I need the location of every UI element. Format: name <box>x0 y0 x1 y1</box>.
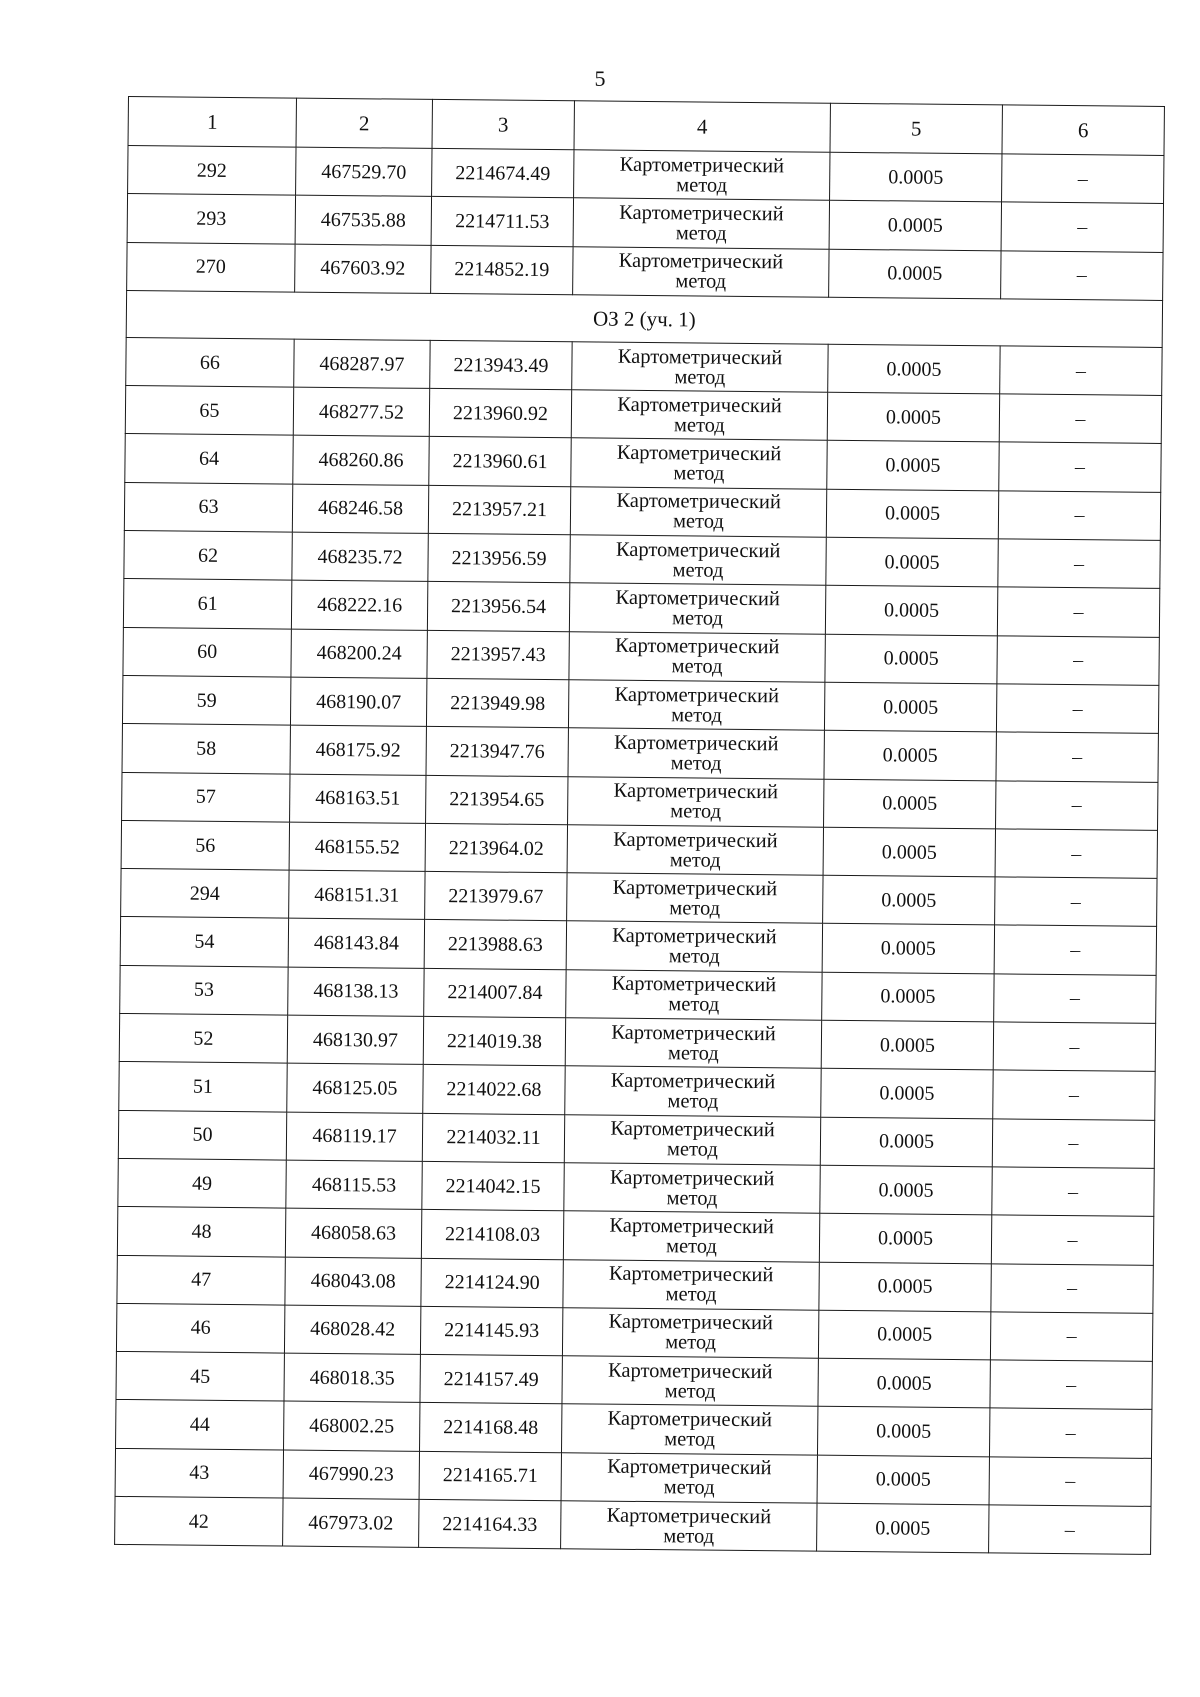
method-line-2: метод <box>675 222 727 245</box>
method-line-1: Картометрический <box>615 586 781 611</box>
method-line-2: метод <box>670 800 722 823</box>
method-line-2: метод <box>671 655 723 679</box>
precision-cell: 0.0005 <box>817 1455 989 1505</box>
description-cell: – <box>996 732 1158 782</box>
header-cell: 5 <box>830 103 1002 154</box>
method-cell <box>562 1308 818 1359</box>
y-coordinate-cell: 2214108.03 <box>421 1210 563 1260</box>
method-line-2: метод <box>671 607 724 630</box>
table-body <box>115 97 1165 1555</box>
method-line-1: Картометрический <box>607 1456 772 1480</box>
y-coordinate-cell: 2214145.93 <box>420 1306 562 1356</box>
method-line-1: Картометрический <box>616 490 781 514</box>
point-number-cell: 270 <box>127 242 295 292</box>
description-cell: – <box>999 442 1161 492</box>
method-line-1: Картометрический <box>609 1166 775 1190</box>
y-coordinate-cell: 2213960.92 <box>429 389 571 439</box>
precision-cell: 0.0005 <box>825 586 997 636</box>
method-line-2: метод <box>665 1331 717 1355</box>
y-coordinate-cell: 2214711.53 <box>431 197 573 247</box>
method-cell <box>571 438 827 489</box>
method-cell <box>567 825 823 876</box>
method-line-1: Картометрический <box>616 441 782 466</box>
point-number-cell: 48 <box>117 1207 285 1257</box>
method-line-1: Картометрический <box>609 1214 774 1239</box>
y-coordinate-cell: 2214165.71 <box>419 1451 561 1501</box>
point-number-cell: 63 <box>124 482 292 532</box>
x-coordinate-cell: 468130.97 <box>287 1015 423 1065</box>
method-cell <box>574 150 830 201</box>
y-coordinate-cell: 2214019.38 <box>423 1016 565 1066</box>
point-number-cell: 47 <box>117 1255 285 1305</box>
section-title: ОЗ 2 (уч. 1) <box>126 290 1162 347</box>
description-cell: – <box>997 587 1159 637</box>
point-number-cell: 292 <box>128 146 296 196</box>
x-coordinate-cell: 467535.88 <box>295 195 431 245</box>
x-coordinate-cell: 468260.86 <box>293 436 429 486</box>
description-cell: – <box>990 1312 1152 1362</box>
y-coordinate-cell: 2214157.49 <box>420 1354 562 1404</box>
page-number: 5 <box>594 66 606 91</box>
point-number-cell: 54 <box>120 917 288 967</box>
point-number-cell: 57 <box>122 772 290 822</box>
x-coordinate-cell: 468018.35 <box>284 1353 420 1403</box>
x-coordinate-cell: 468125.05 <box>287 1063 423 1113</box>
method-line-2: метод <box>669 897 721 920</box>
point-number-cell: 42 <box>115 1496 283 1546</box>
y-coordinate-cell: 2213979.67 <box>425 872 567 922</box>
method-line-2: метод <box>670 752 722 775</box>
x-coordinate-cell: 468287.97 <box>294 339 430 389</box>
description-cell: – <box>992 1167 1154 1217</box>
point-number-cell: 60 <box>123 627 291 677</box>
method-cell <box>570 535 826 586</box>
method-line-1: Картометрический <box>608 1311 774 1335</box>
point-number-cell: 58 <box>122 724 290 774</box>
description-cell: – <box>1000 346 1162 396</box>
method-line-1: Картометрический <box>614 635 780 659</box>
y-coordinate-cell: 2214124.90 <box>421 1258 563 1308</box>
precision-cell: 0.0005 <box>828 344 1000 394</box>
method-cell <box>572 342 828 393</box>
precision-cell: 0.0005 <box>821 1069 993 1119</box>
point-number-cell: 59 <box>122 675 290 725</box>
method-line-2: метод <box>668 945 720 968</box>
method-line-2: метод <box>666 1186 718 1210</box>
y-coordinate-cell: 2214042.15 <box>422 1161 564 1211</box>
point-number-cell: 43 <box>115 1448 283 1498</box>
method-line-2: метод <box>667 1090 719 1113</box>
description-cell: – <box>1001 250 1163 300</box>
point-number-cell: 62 <box>124 531 292 581</box>
method-line-2: метод <box>664 1428 716 1451</box>
description-cell: – <box>991 1263 1153 1313</box>
y-coordinate-cell: 2213960.61 <box>429 437 571 487</box>
method-line-1: Картометрический <box>612 924 777 949</box>
point-number-cell: 51 <box>119 1062 287 1112</box>
method-line-1: Картометрический <box>619 153 785 177</box>
method-line-2: метод <box>667 1041 719 1065</box>
method-line-1: Картометрический <box>610 1069 776 1094</box>
method-line-1: Картометрический <box>618 249 784 274</box>
y-coordinate-cell: 2214022.68 <box>423 1065 565 1115</box>
point-number-cell: 52 <box>119 1014 287 1064</box>
method-line-2: метод <box>674 365 726 389</box>
x-coordinate-cell: 468002.25 <box>284 1401 420 1451</box>
header-cell: 1 <box>128 97 296 148</box>
x-coordinate-cell: 468058.63 <box>285 1208 421 1258</box>
precision-cell: 0.0005 <box>824 730 996 780</box>
y-coordinate-cell: 2214007.84 <box>424 968 566 1018</box>
description-cell: – <box>993 1022 1155 1072</box>
precision-cell: 0.0005 <box>822 972 994 1022</box>
method-cell <box>563 1211 819 1262</box>
description-cell: – <box>992 1118 1154 1168</box>
x-coordinate-cell: 468246.58 <box>292 484 428 534</box>
x-coordinate-cell: 468151.31 <box>289 870 425 920</box>
method-cell <box>565 1066 821 1117</box>
method-cell <box>563 1259 819 1310</box>
description-cell: – <box>998 539 1160 589</box>
method-line-2: метод <box>665 1235 718 1258</box>
x-coordinate-cell: 468175.92 <box>290 725 426 775</box>
precision-cell: 0.0005 <box>822 924 994 974</box>
y-coordinate-cell: 2213957.43 <box>427 630 569 680</box>
precision-cell: 0.0005 <box>823 875 995 925</box>
header-cell: 3 <box>432 99 574 149</box>
method-cell <box>567 873 823 924</box>
y-coordinate-cell: 2214674.49 <box>432 148 574 198</box>
point-number-cell: 64 <box>125 434 293 484</box>
x-coordinate-cell: 468222.16 <box>291 580 427 630</box>
precision-cell: 0.0005 <box>826 489 998 539</box>
method-line-1: Картометрический <box>613 779 779 804</box>
point-number-cell: 66 <box>126 337 294 387</box>
precision-cell: 0.0005 <box>829 249 1001 299</box>
precision-cell: 0.0005 <box>821 1020 993 1070</box>
method-cell <box>571 390 827 441</box>
description-cell: – <box>994 974 1156 1024</box>
method-line-1: Картометрический <box>611 1021 776 1045</box>
x-coordinate-cell: 468155.52 <box>289 822 425 872</box>
description-cell: – <box>1002 154 1164 204</box>
method-line-1: Картометрический <box>613 828 778 852</box>
y-coordinate-cell: 2213949.98 <box>426 678 568 728</box>
y-coordinate-cell: 2214164.33 <box>419 1499 561 1549</box>
method-line-1: Картометрический <box>614 683 780 707</box>
method-line-1: Картометрический <box>617 393 782 418</box>
method-line-2: метод <box>666 1138 718 1161</box>
method-line-2: метод <box>665 1283 717 1306</box>
method-line-2: метод <box>676 173 728 197</box>
coordinates-table <box>114 96 1165 1555</box>
x-coordinate-cell: 468119.17 <box>286 1112 422 1162</box>
description-cell: – <box>999 394 1161 444</box>
x-coordinate-cell: 468043.08 <box>285 1257 421 1307</box>
x-coordinate-cell: 468115.53 <box>286 1160 422 1210</box>
x-coordinate-cell: 468028.42 <box>284 1305 420 1355</box>
method-cell <box>569 583 825 634</box>
precision-cell: 0.0005 <box>820 1165 992 1215</box>
point-number-cell: 56 <box>121 820 289 870</box>
precision-cell: 0.0005 <box>824 779 996 829</box>
precision-cell: 0.0005 <box>825 634 997 684</box>
point-number-cell: 65 <box>125 386 293 436</box>
description-cell: – <box>993 1070 1155 1120</box>
x-coordinate-cell: 467990.23 <box>283 1450 419 1500</box>
method-cell <box>561 1501 817 1552</box>
y-coordinate-cell: 2213943.49 <box>430 340 572 390</box>
description-cell: – <box>995 877 1157 927</box>
method-line-1: Картометрический <box>615 538 781 563</box>
method-cell <box>565 1018 821 1069</box>
precision-cell: 0.0005 <box>830 152 1002 202</box>
y-coordinate-cell: 2214852.19 <box>431 245 573 295</box>
header-cell: 4 <box>574 101 830 152</box>
method-line-1: Картометрический <box>608 1262 774 1287</box>
x-coordinate-cell: 467529.70 <box>296 147 432 197</box>
point-number-cell: 44 <box>116 1400 284 1450</box>
method-line-2: метод <box>663 1524 715 1548</box>
precision-cell: 0.0005 <box>829 201 1001 251</box>
method-cell <box>561 1404 817 1455</box>
point-number-cell: 61 <box>123 579 291 629</box>
method-cell <box>562 1356 818 1407</box>
description-cell: – <box>1001 202 1163 252</box>
table-row <box>115 1496 1151 1554</box>
method-line-2: метод <box>675 270 727 293</box>
y-coordinate-cell: 2213988.63 <box>424 920 566 970</box>
method-line-2: метод <box>673 462 725 485</box>
method-line-1: Картометрический <box>617 345 783 369</box>
method-cell <box>568 728 824 779</box>
method-line-1: Картометрический <box>610 1117 775 1142</box>
method-cell <box>564 1163 820 1214</box>
precision-cell: 0.0005 <box>817 1503 989 1553</box>
description-cell: – <box>989 1457 1151 1507</box>
y-coordinate-cell: 2213956.54 <box>427 582 569 632</box>
precision-cell: 0.0005 <box>818 1358 990 1408</box>
description-cell: – <box>990 1360 1152 1410</box>
point-number-cell: 293 <box>127 194 295 244</box>
method-line-2: метод <box>669 848 721 872</box>
y-coordinate-cell: 2214168.48 <box>420 1403 562 1453</box>
method-cell <box>570 487 826 538</box>
method-cell <box>566 969 822 1020</box>
y-coordinate-cell: 2213954.65 <box>426 775 568 825</box>
precision-cell: 0.0005 <box>819 1213 991 1263</box>
point-number-cell: 50 <box>118 1110 286 1160</box>
method-cell <box>573 246 829 297</box>
description-cell: – <box>989 1505 1151 1555</box>
description-cell: – <box>994 925 1156 975</box>
method-cell <box>561 1452 817 1503</box>
precision-cell: 0.0005 <box>826 537 998 587</box>
method-line-1: Картометрический <box>613 731 779 756</box>
method-line-1: Картометрический <box>619 201 784 226</box>
method-line-1: Картометрический <box>607 1359 773 1384</box>
method-line-2: метод <box>668 993 720 1017</box>
description-cell: – <box>991 1215 1153 1265</box>
description-cell: – <box>996 780 1158 830</box>
method-line-1: Картометрический <box>607 1407 773 1432</box>
x-coordinate-cell: 468138.13 <box>288 967 424 1017</box>
method-line-2: метод <box>673 414 725 437</box>
y-coordinate-cell: 2214032.11 <box>422 1113 564 1163</box>
y-coordinate-cell: 2213947.76 <box>426 727 568 777</box>
precision-cell: 0.0005 <box>817 1407 989 1457</box>
y-coordinate-cell: 2213956.59 <box>428 533 570 583</box>
precision-cell: 0.0005 <box>819 1262 991 1312</box>
method-line-1: Картометрический <box>612 876 778 901</box>
method-cell <box>568 680 824 731</box>
method-line-2: метод <box>671 703 723 727</box>
precision-cell: 0.0005 <box>818 1310 990 1360</box>
method-cell <box>573 198 829 249</box>
point-number-cell: 294 <box>121 869 289 919</box>
description-cell: – <box>998 491 1160 541</box>
header-cell: 2 <box>296 98 432 148</box>
method-line-1: Картометрический <box>606 1504 772 1528</box>
description-cell: – <box>997 636 1159 686</box>
method-cell <box>564 1114 820 1165</box>
method-line-2: метод <box>672 510 724 534</box>
x-coordinate-cell: 468277.52 <box>293 387 429 437</box>
x-coordinate-cell: 468200.24 <box>291 629 427 679</box>
precision-cell: 0.0005 <box>827 392 999 442</box>
method-line-2: метод <box>672 558 724 582</box>
x-coordinate-cell: 468190.07 <box>290 677 426 727</box>
point-number-cell: 49 <box>118 1158 286 1208</box>
method-line-2: метод <box>663 1476 715 1500</box>
point-number-cell: 45 <box>116 1352 284 1402</box>
precision-cell: 0.0005 <box>820 1117 992 1167</box>
y-coordinate-cell: 2213964.02 <box>425 823 567 873</box>
x-coordinate-cell: 467603.92 <box>295 244 431 294</box>
description-cell: – <box>989 1408 1151 1458</box>
precision-cell: 0.0005 <box>824 682 996 732</box>
point-number-cell: 53 <box>120 965 288 1015</box>
method-line-1: Картометрический <box>611 973 777 997</box>
precision-cell: 0.0005 <box>827 441 999 491</box>
header-cell: 6 <box>1002 105 1164 156</box>
precision-cell: 0.0005 <box>823 827 995 877</box>
description-cell: – <box>995 829 1157 879</box>
method-cell <box>568 776 824 827</box>
method-line-2: метод <box>664 1379 716 1403</box>
x-coordinate-cell: 468163.51 <box>290 774 426 824</box>
x-coordinate-cell: 468143.84 <box>288 919 424 969</box>
y-coordinate-cell: 2213957.21 <box>428 485 570 535</box>
point-number-cell: 46 <box>116 1303 284 1353</box>
x-coordinate-cell: 467973.02 <box>283 1498 419 1548</box>
method-cell <box>566 921 822 972</box>
x-coordinate-cell: 468235.72 <box>292 532 428 582</box>
method-cell <box>569 631 825 682</box>
description-cell: – <box>996 684 1158 734</box>
